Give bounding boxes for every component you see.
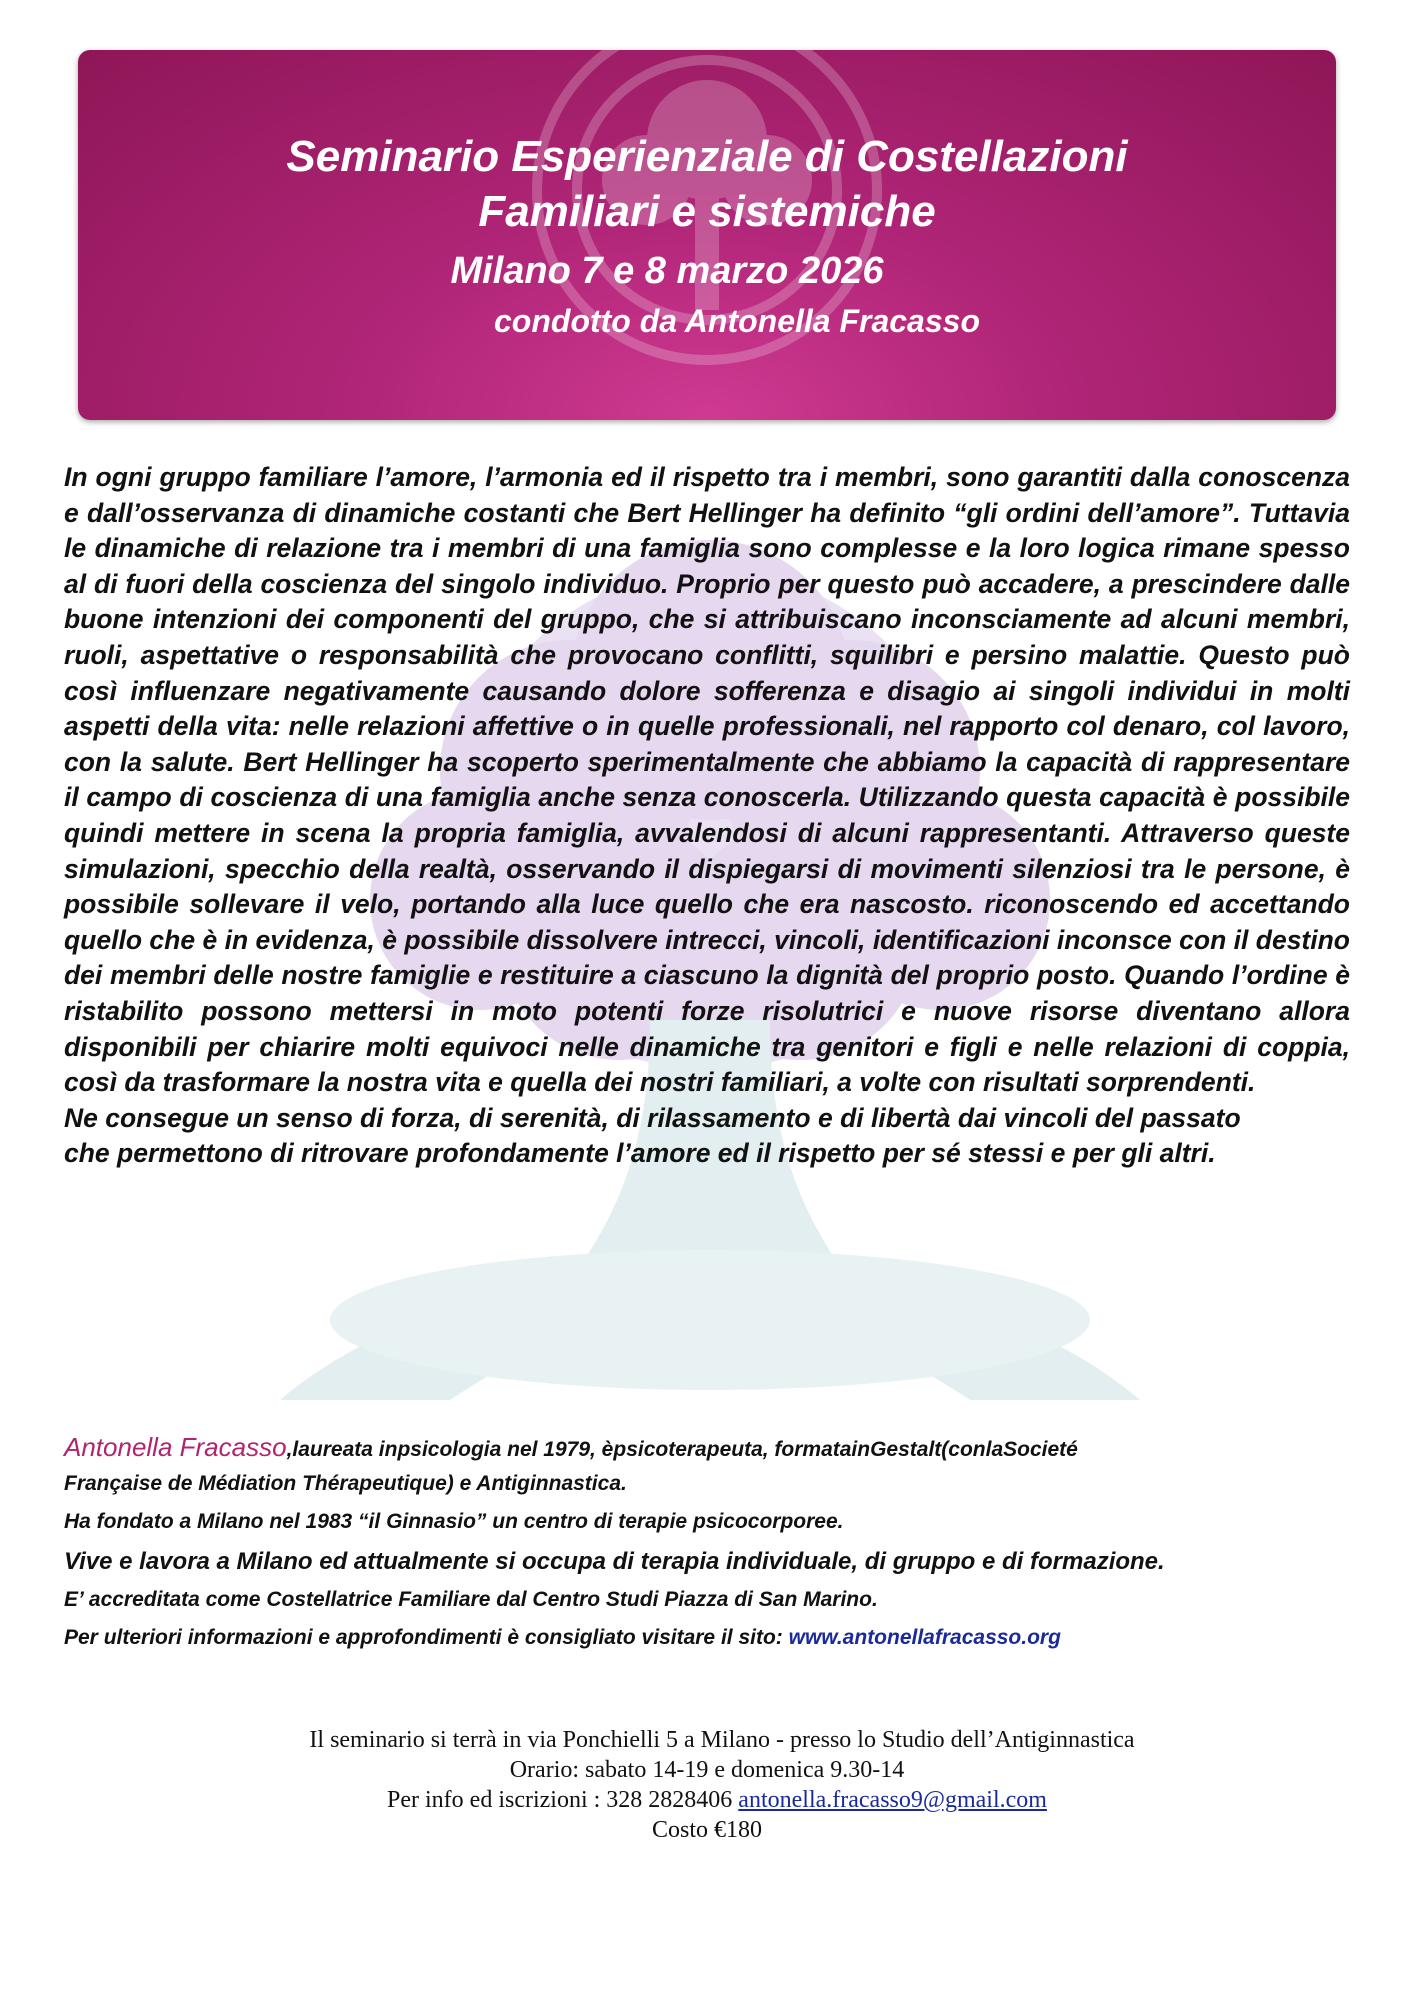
- seminar-title-line2: Familiari e sistemiche: [478, 187, 936, 236]
- seminar-date: Milano 7 e 8 marzo 2026: [450, 250, 884, 292]
- footer-hours: Orario: sabato 14-19 e domenica 9.30-14: [509, 1757, 905, 1783]
- footer-location: Il seminario si terrà in via Ponchielli 5 a Milano - presso lo Studio dell’Antiginnastica: [309, 1727, 1135, 1753]
- seminar-description: [64, 460, 1350, 1172]
- description-paragraph-2: Ne consegue un senso di forza, di serenità, di rilassamento e di libertà dai vincoli del passato: [64, 1102, 1241, 1133]
- email-link[interactable]: antonella.fracasso9@gmail.com: [738, 1787, 1047, 1813]
- bio-name: Antonella Fracasso: [64, 1432, 287, 1462]
- bio-line-3: Ha fondato a Milano nel 1983 “il Ginnasio” un centro di terapie psicocorporee.: [64, 1510, 844, 1533]
- bio-line-6: [64, 1626, 1364, 1664]
- bio-line-4: Vive e lavora a Milano ed attualmente si occupa di terapia individuale, di gruppo e di formazione.: [64, 1548, 1165, 1575]
- description-paragraph-3: che permettono di ritrovare profondamente l’amore ed il rispetto per sé stessi e per gli altri.: [64, 1138, 1216, 1169]
- seminar-title-line1: Seminario Esperienziale di Costellazioni: [286, 132, 1128, 181]
- seminar-facilitator: condotto da Antonella Fracasso: [494, 303, 980, 339]
- footer-cost: Costo €180: [651, 1817, 762, 1843]
- bio-line-1: [64, 1432, 1364, 1472]
- bio-line-2: Française de Médiation Thérapeutique) e Antiginnastica.: [64, 1472, 627, 1495]
- header-banner: [78, 50, 1336, 420]
- website-link[interactable]: www.antonellafracasso.org: [788, 1626, 1061, 1649]
- footer-phone: Per info ed iscrizioni : 328 2828406: [387, 1787, 733, 1813]
- bio-line-5: E’ accreditata come Costellatrice Familiare dal Centro Studi Piazza di San Marino.: [64, 1588, 878, 1611]
- bio-line-6-text: Per ulteriori informazioni e approfondimenti è consigliato visitare il sito:: [64, 1626, 783, 1649]
- facilitator-bio: [64, 1432, 1364, 1664]
- footer-info: [0, 1725, 1414, 1845]
- description-paragraph-1: In ogni gruppo familiare l’amore, l’armonia ed il rispetto tra i membri, sono garantiti dalla conoscenza e dall’osservanza di dinamiche costanti che Bert Hellinger ha definito “gli ordini dell’amore”. Tuttavia le dinamiche di relazione tra i membri di una famiglia sono complesse e la loro logica rimane spesso al di fuori della coscienza del singolo individuo. Proprio per questo può accadere, a prescindere dalle buone intenzioni dei componenti del gruppo, che si attribuiscano inconsciamente ad alcuni membri, ruoli, aspettative o responsabilità che provocano conflitti, squilibri e persino malattie. Questo può così influenzare negativamente causando dolore sofferenza e disagio ai singoli individui in molti aspetti della vita: nelle relazioni affettive o in quelle professionali, nel rapporto col denaro, col lavoro, con la salute. Bert Hellinger ha scoperto sperimentalmente che abbiamo la capacità di rappresentare il campo di coscienza di una famiglia anche senza conoscerla. Utilizzando questa capacità è possibile quindi mettere in scena la propria famiglia, avvalendosi di alcuni rappresentanti. Attraverso queste simulazioni, specchio della realtà, osservando il dispiegarsi di movimenti silenziosi tra le persone, è possibile sollevare il velo, portando alla luce quello che era nascosto. riconoscendo ed accettando quello che è in evidenza, è possibile dissolvere intrecci, vincoli, identificazioni inconsce con il destino dei membri delle nostre famiglie e restituire a ciascuno la dignità del proprio posto. Quando l’ordine è ristabilito possono mettersi in moto potenti forze risolutrici e nuove risorse diventano allora disponibili per chiarire molti equivoci nelle dinamiche tra genitori e figli e nelle relazioni di coppia, così da trasformare la nostra vita e quella dei nostri familiari, a volte con risultati sorprendenti.: [64, 462, 1350, 1098]
- footer-contact: [0, 1785, 1414, 1815]
- bio-line-1-text: ,laureata inpsicologia nel 1979, èpsicoterapeuta, formatainGestalt(conlaSocieté: [286, 1438, 1078, 1461]
